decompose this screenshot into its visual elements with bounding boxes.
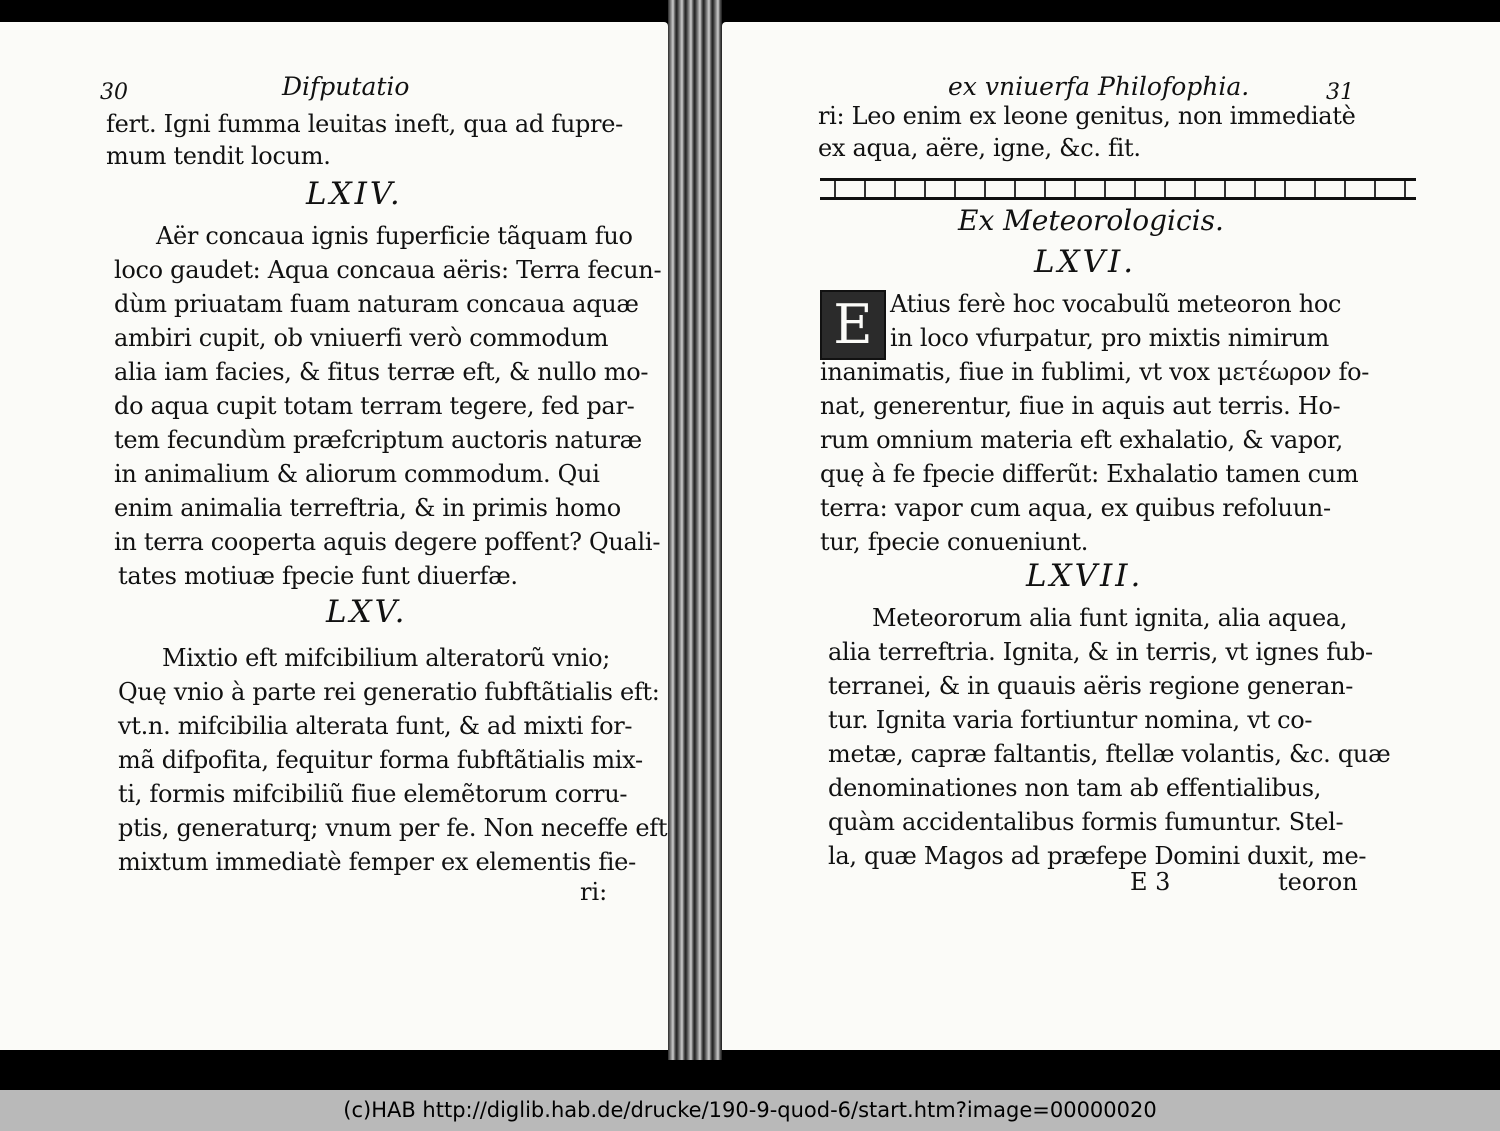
catchword-left: ri: — [580, 878, 608, 906]
signature-mark: E 3 — [1130, 868, 1171, 896]
text-line: Mixtio eft mifcibilium alteratorũ vnio; — [162, 644, 611, 672]
text-line: fert. Igni fumma leuitas ineft, qua ad fupre- — [106, 110, 623, 138]
text-line: mum tendit locum. — [106, 142, 331, 170]
text-line: terra: vapor cum aqua, ex quibus refoluun- — [820, 494, 1331, 522]
text-line: inanimatis, fiue in fublimi, vt vox μετέωρον fo- — [820, 358, 1370, 386]
section-heading-lxvii: LXVII. — [1026, 558, 1144, 594]
text-line: nat, generentur, fiue in aquis aut terris. Ho- — [820, 392, 1341, 420]
section-title: Ex Meteorologicis. — [958, 204, 1224, 237]
page-number-right: 31 — [1326, 80, 1354, 105]
text-line: denominationes non tam ab effentialibus, — [828, 774, 1322, 802]
text-line: tem fecundùm præfcriptum auctoris naturæ — [114, 426, 642, 454]
section-heading-lxvi: LXVI. — [1034, 244, 1137, 280]
text-line: mixtum immediatè femper ex elementis fie- — [118, 848, 636, 876]
text-line: ex aqua, aëre, igne, &c. fit. — [818, 134, 1141, 162]
running-head-right: ex vniuerfa Philofophia. — [948, 72, 1250, 101]
text-line: alia terreftria. Ignita, & in terris, vt ignes fub- — [828, 638, 1373, 666]
page-number-left: 30 — [100, 80, 128, 105]
text-line: tur, fpecie conueniunt. — [820, 528, 1089, 556]
text-line: ambiri cupit, ob vniuerfi verò commodum — [114, 324, 609, 352]
text-line: Quę vnio à parte rei generatio fubftãtialis eft: — [118, 678, 660, 706]
text-line: alia iam facies, & fitus terræ eft, & nullo mo- — [114, 358, 649, 386]
text-line: tates motiuæ fpecie funt diuerfæ. — [118, 562, 518, 590]
ornamental-rule — [820, 178, 1416, 200]
text-line: rum omnium materia eft exhalatio, & vapor, — [820, 426, 1343, 454]
text-line: vt.n. mifcibilia alterata funt, & ad mixti for- — [118, 712, 633, 740]
decorated-initial: E — [820, 290, 886, 360]
left-page — [0, 22, 668, 1050]
text-line: quę à fe fpecie differũt: Exhalatio tamen cum — [820, 460, 1359, 488]
text-line: in animalium & aliorum commodum. Qui — [114, 460, 600, 488]
text-line: terranei, & in quauis aëris regione generan- — [828, 672, 1354, 700]
text-line: loco gaudet: Aqua concaua aëris: Terra fecun- — [114, 256, 662, 284]
right-page — [722, 22, 1500, 1050]
text-line: mã difpofita, fequitur forma fubftãtialis mix- — [118, 746, 643, 774]
text-line: Meteororum alia funt ignita, alia aquea, — [872, 604, 1348, 632]
text-line: enim animalia terreftria, & in primis homo — [114, 494, 621, 522]
text-line: metæ, capræ faltantis, ftellæ volantis, &c. quæ — [828, 740, 1391, 768]
text-line: do aqua cupit totam terram tegere, fed par- — [114, 392, 635, 420]
text-line: Aër concaua ignis fuperficie tãquam fuo — [156, 222, 633, 250]
text-line: tur. Ignita varia fortiuntur nomina, vt co- — [828, 706, 1313, 734]
text-line: in terra cooperta aquis degere poffent? Quali- — [114, 528, 661, 556]
text-line: in loco vfurpatur, pro mixtis nimirum — [890, 324, 1329, 352]
text-line: dùm priuatam fuam naturam concaua aquæ — [114, 290, 639, 318]
section-heading-lxv: LXV. — [326, 594, 408, 630]
text-line: ri: Leo enim ex leone genitus, non immediatè — [818, 102, 1356, 130]
text-line: la, quæ Magos ad præfepe Domini duxit, me- — [828, 842, 1367, 870]
running-head-left: Difputatio — [282, 72, 410, 101]
text-line: quàm accidentalibus formis fumuntur. Stel- — [828, 808, 1344, 836]
text-line: ptis, generaturq; vnum per fe. Non neceffe eft — [118, 814, 668, 842]
text-line: Atius ferè hoc vocabulũ meteoron hoc — [890, 290, 1342, 318]
copyright-footer: (c)HAB http://diglib.hab.de/drucke/190-9-quod-6/start.htm?image=00000020 — [0, 1090, 1500, 1131]
catchword-right: teoron — [1278, 868, 1358, 896]
text-line: ti, formis mifcibiliũ fiue elemẽtorum corru- — [118, 780, 628, 808]
section-heading-lxiv: LXIV. — [306, 176, 403, 212]
book-gutter — [668, 0, 722, 1060]
